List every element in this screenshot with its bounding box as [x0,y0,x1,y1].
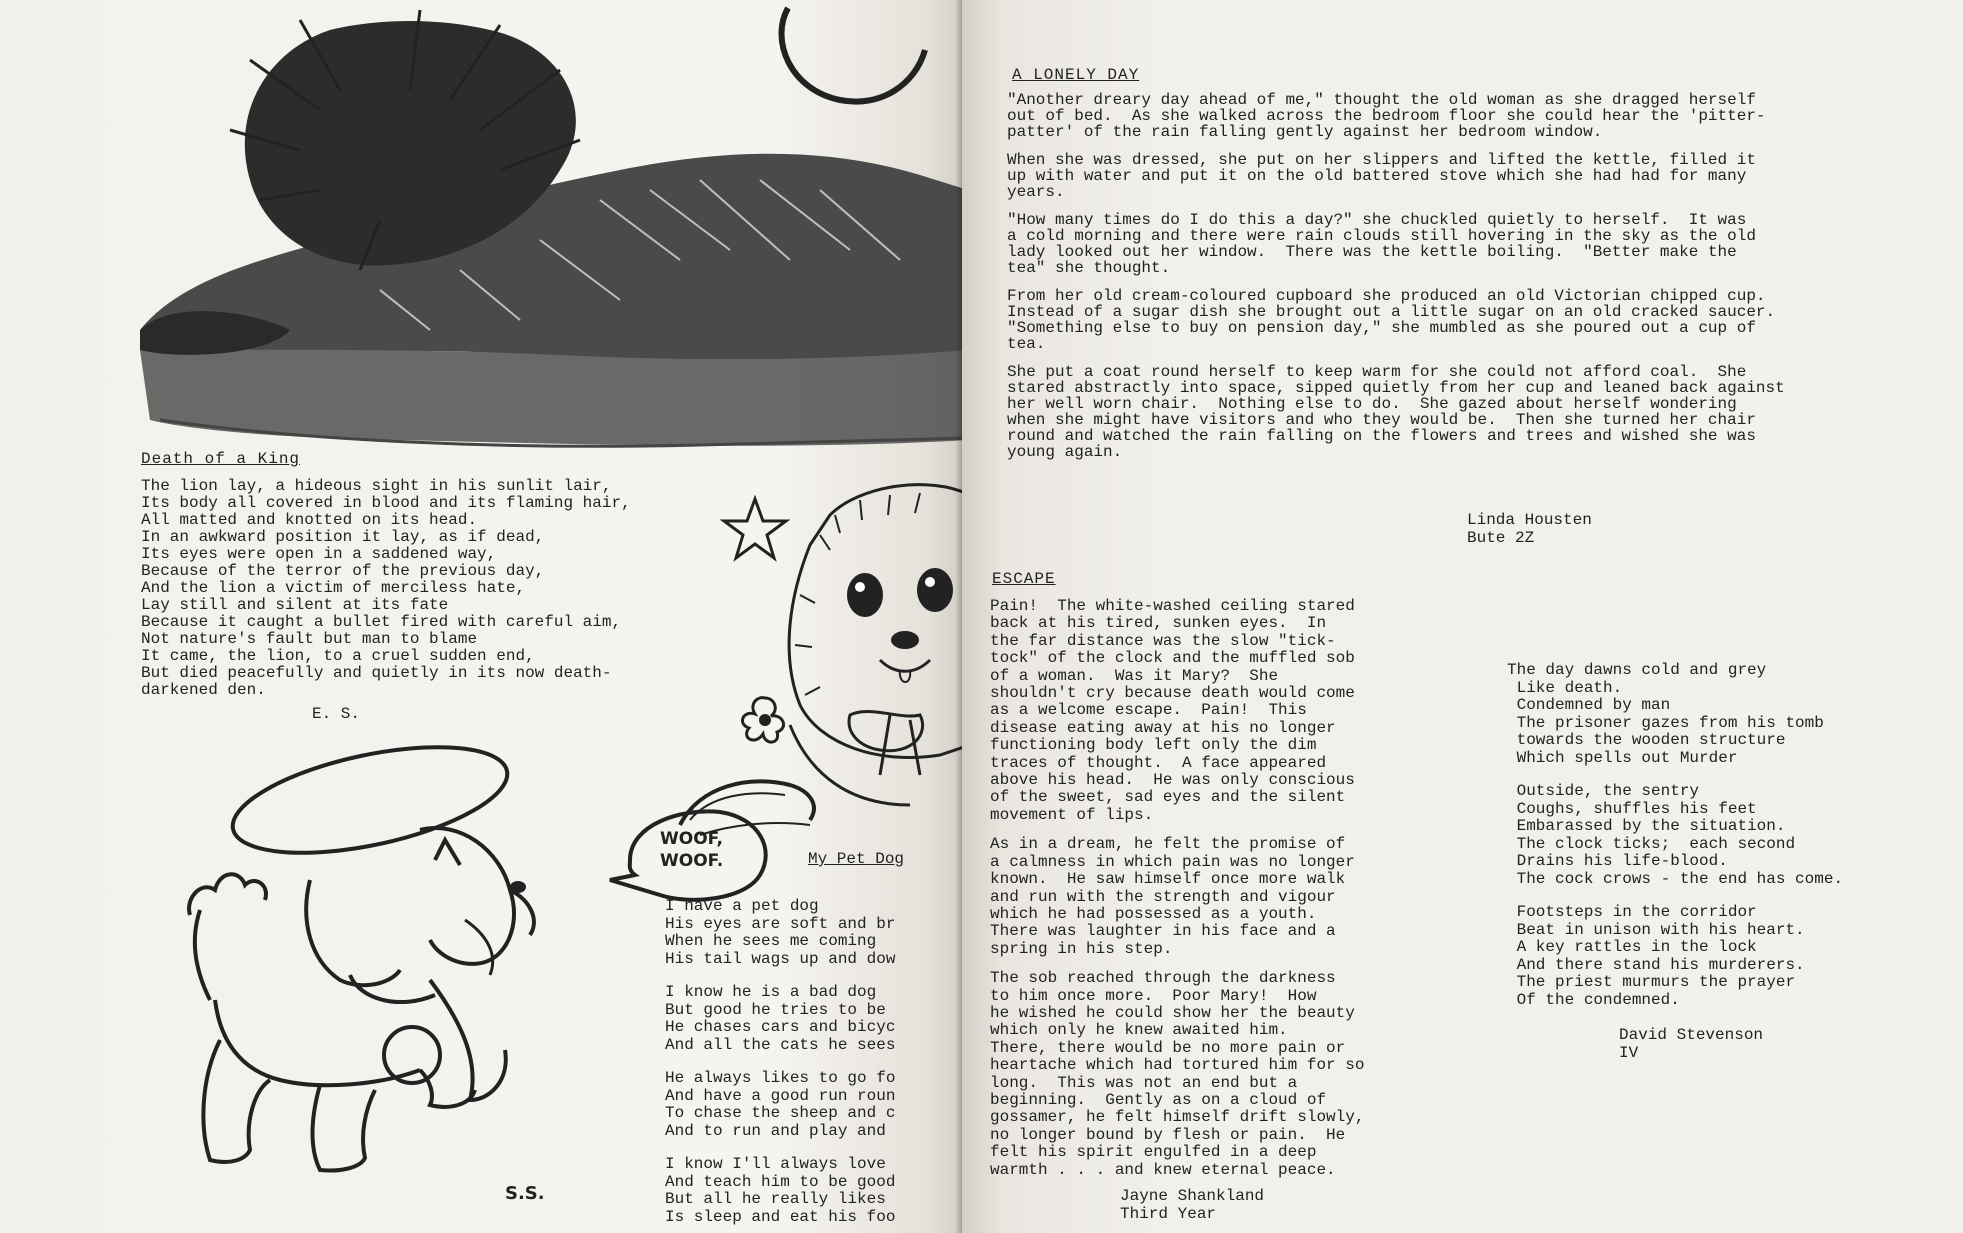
lonely-day-story [1007,92,1785,472]
poem-line: In an awkward position it lay, as if dead, [141,528,545,546]
poem-line: The priest murmurs the prayer [1507,973,1796,991]
poem-line: Footsteps in the corridor [1507,903,1757,921]
poem-line: Embarassed by the situation. [1507,817,1786,835]
woof-line: WOOF. [660,851,724,871]
stanza [665,898,895,968]
left-page [0,0,968,1233]
stanza [1507,662,1843,767]
poem-line: And there stand his murderers. [1507,955,1805,974]
poem-line: And teach him to be good [665,1172,896,1191]
story-paragraph: The sob reached through the darkness to him once more. Poor Mary! How he wished he could show her the beauty which only he knew awaited him. There, there would be no more pain or heartache which had tortured him for so long. This was not an end but a beginning. Gently as on a cloud of gossamer, he felt himself drift slowly, no longer bound by flesh or pain. He felt his spirit engulfed in a deep warmth . . . and knew eternal peace. [990,969,1365,1179]
flower-doodle [735,690,795,750]
poem-line: Like death. [1507,678,1623,697]
poem-line: Because of the terror of the previous day, [141,562,545,580]
poem-line: Its body all covered in blood and its flaming hair, [141,494,631,512]
death-of-a-king-author: E. S. [312,705,361,723]
poem-line: towards the wooden structure [1507,731,1786,749]
death-of-a-king-title: Death of a King [141,450,301,468]
stanza [1507,783,1843,888]
poem-line: Because it caught a bullet fired with careful aim, [141,613,622,631]
my-pet-dog-poem [665,898,895,1233]
poem-line: I have a pet dog [665,898,819,915]
lonely-day-title: A LONELY DAY [1012,66,1140,84]
story-paragraph: She put a coat round herself to keep warm for she could not afford coal. She stared abstractly into space, sipped quietly from her cup and leaned back against her well worn chair. Nothing else to do. She gazed about herself wondering when she might have visitors and who they would be. Then she turned her chair round and watched the rain falling on the flowers and trees and wished she was young again. [1007,363,1785,461]
poem-line: Drains his life-blood. [1507,852,1728,870]
poem-line: It came, the lion, to a cruel sudden end, [141,647,535,665]
story-paragraph: From her old cream-coloured cupboard she produced an old Victorian chipped cup. Instead of a sugar dish she brought out a little sugar on an old cracked saucer. "Something else to buy on pension day," she mumbled as she poured out a cup of tea. [1007,287,1776,353]
poem-line: When he sees me coming [665,932,877,950]
dog-with-halo-illustration [160,740,640,1220]
poem-line: Outside, the sentry [1507,782,1700,800]
poem-line: His eyes are soft and br [665,914,896,933]
death-of-a-king-poem [141,478,631,699]
poem-line: And all the cats he sees [665,1035,896,1054]
prisoner-poem-author: David Stevenson [1619,1026,1764,1044]
poem-line: Lay still and silent at its fate [141,596,449,614]
woof-text [660,828,723,872]
lonely-day-author: Linda Housten [1467,511,1592,529]
poem-line: And to run and play and [665,1121,886,1140]
poem-line: darkened den. [141,681,266,699]
right-page [962,0,1963,1233]
story-paragraph: "Another dreary day ahead of me," thought the old woman as she dragged herself out of bed. As she walked across the bedroom floor she could hear the 'pitter- patter' of the rain falling gently against her bedroom window. [1007,91,1766,141]
escape-story [990,598,1364,1191]
poem-line: But died peacefully and quietly in its now death- [141,664,612,682]
lion-illustration [0,0,968,460]
story-paragraph: "How many times do I do this a day?" she chuckled quietly to herself. It was a cold morning and there were rain clouds still hovering in the sky as the old lady looked out her window. There was the kettle boiling. "Better make the tea" she thought. [1007,211,1756,277]
poem-line: But good he tries to be [665,1000,886,1019]
poem-line: He chases cars and bicyc [665,1018,896,1036]
poem-line: I know he is a bad dog [665,983,877,1001]
poem-line: I know I'll always love [665,1155,886,1173]
poem-line: Not nature's fault but man to blame [141,630,478,648]
poem-line: And have a good run roun [665,1086,896,1105]
poem-line: Which spells out Murder [1507,748,1738,767]
my-pet-dog-title: My Pet Dog [808,850,905,868]
prisoner-poem-class: IV [1619,1044,1639,1062]
stanza [665,1156,895,1226]
escape-author: Jayne Shankland [1120,1187,1265,1205]
poem-line: And the lion a victim of merciless hate, [141,579,526,597]
escape-class: Third Year [1120,1205,1217,1223]
woof-line: WOOF, [660,829,723,849]
poem-line: Beat in unison with his heart. [1507,920,1805,939]
escape-title: ESCAPE [992,570,1056,588]
story-paragraph: As in a dream, he felt the promise of a calmness in which pain was no longer known. He saw himself once more walk and run with the strength and vigour which he had possessed as a youth. There was laughter in his face and a spring in his step. [990,835,1355,958]
poem-line: The clock ticks; each second [1507,834,1796,853]
my-pet-dog-poem-clip [665,898,960,1233]
poem-line: Its eyes were open in a saddened way, [141,545,497,563]
poem-line: He always likes to go fo [665,1069,896,1087]
stanza [665,984,895,1054]
poem-line: All matted and knotted on its head. [141,511,478,529]
poem-line: The day dawns cold and grey [1507,661,1767,679]
poem-line: His tail wags up and dow [665,949,896,968]
poem-line: The prisoner gazes from his tomb [1507,713,1824,732]
dog-signature: S.S. [505,1183,545,1204]
lonely-day-class: Bute 2Z [1467,529,1535,547]
prisoner-poem [1507,662,1843,1025]
stanza [1507,904,1843,1009]
poem-line: To chase the sheep and c [665,1104,896,1122]
stanza [665,1070,895,1140]
story-paragraph: Pain! The white-washed ceiling stared back at his tired, sunken eyes. In the far distance was the slow "tick- tock" of the clock and the muffled sob of a woman. Was it Mary? She shouldn't cry because death would come as a welcome escape. Pain! This disease eating away at his no longer functioning body left only the dim traces of thought. A face appeared above his head. He was only conscious of the sweet, sad eyes and the silent movement of lips. [990,597,1355,824]
poem-line: The cock crows - the end has come. [1507,869,1844,888]
poem-line: A key rattles in the lock [1507,938,1757,956]
poem-line: Condemned by man [1507,696,1671,714]
poem-line: Is sleep and eat his foo [665,1207,896,1226]
story-paragraph: When she was dressed, she put on her slippers and lifted the kettle, filled it up with water and put it on the old battered stove which she had had for many years. [1007,151,1756,201]
poem-line: But all he really likes [665,1190,886,1208]
poem-line: The lion lay, a hideous sight in his sunlit lair, [141,477,612,495]
poem-line: Of the condemned. [1507,990,1680,1009]
poem-line: Coughs, shuffles his feet [1507,799,1757,818]
